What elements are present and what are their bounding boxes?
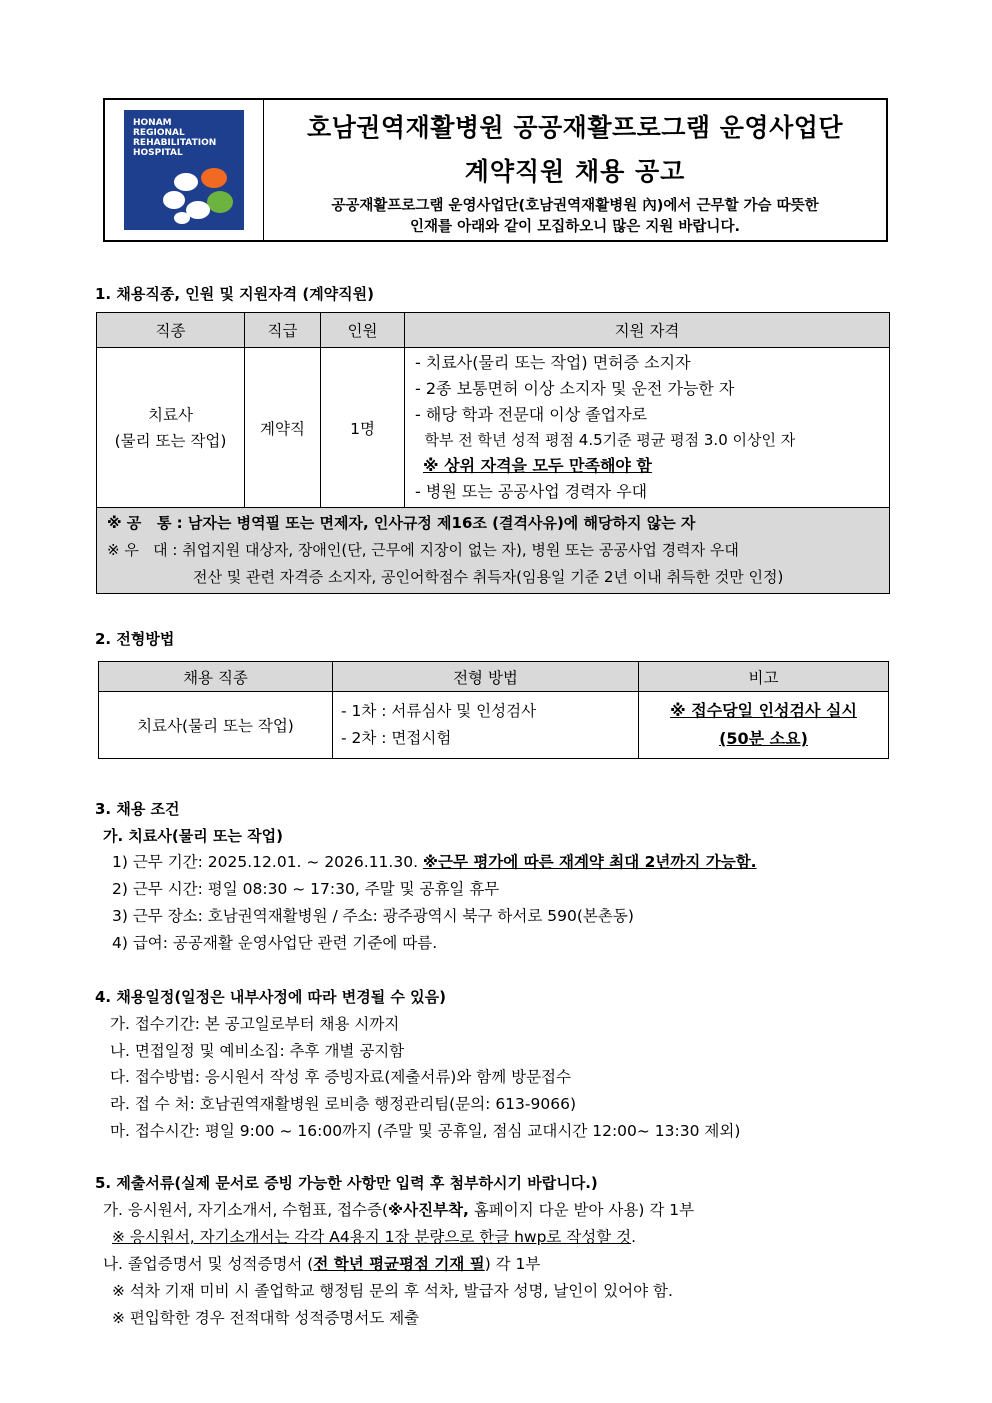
grade-cell: 계약직 — [245, 348, 321, 508]
qual-line: - 병원 또는 공공사업 경력자 우대 — [415, 482, 648, 502]
qual-line: - 2종 보통면허 이상 소지자 및 운전 가능한 자 — [415, 378, 735, 398]
logo-text: HONAM REGIONAL REHABILITATION HOSPITAL — [133, 118, 217, 158]
doc-a-text-end: 홈페이지 다운 받아 사용) 각 1부 — [468, 1201, 695, 1219]
col-method: 전형 방법 — [333, 662, 639, 692]
document-note-b2: ※ 편입학한 경우 전적대학 성적증명서도 제출 — [112, 1309, 420, 1327]
schedule-item: 가. 접수기간: 본 공고일로부터 채용 시까지 — [110, 1015, 400, 1033]
doc-b-text-end: ) 각 1부 — [484, 1255, 541, 1273]
step-2: - 2차 : 면접시험 — [341, 729, 452, 747]
header-box — [103, 98, 888, 242]
count-cell: 1명 — [321, 348, 405, 508]
job-detail: (물리 또는 작업) — [114, 431, 227, 450]
condition-location: 3) 근무 장소: 호남권역재활병원 / 주소: 광주광역시 북구 하서로 590(본촌동) — [112, 907, 634, 925]
schedule-item: 나. 면접일정 및 예비소집: 추후 개별 공지함 — [110, 1042, 405, 1060]
doc-a-text: 가. 응시원서, 자기소개서, 수험표, 접수증( — [103, 1201, 389, 1219]
common-condition: ※ 공 통 : 남자는 병역필 또는 면제자, 인사규정 제16조 (결격사유)에 해당하지 않는 자 — [107, 514, 696, 532]
hospital-logo — [124, 110, 244, 230]
logo-cell — [105, 100, 264, 240]
job-cell — [97, 348, 245, 508]
qual-line: - 해당 학과 전문대 이상 졸업자로 — [415, 404, 648, 424]
step-1: - 1차 : 서류심사 및 인성검사 — [341, 702, 537, 720]
intro-text — [264, 196, 886, 238]
qual-cell — [405, 348, 890, 508]
common-pref-cell — [97, 508, 890, 594]
doc-a-note-end: . — [631, 1228, 637, 1246]
section2-heading: 2. 전형방법 — [95, 630, 175, 648]
doc-b-gpa: 전 학년 평균평점 기재 필 — [313, 1255, 485, 1273]
qualification-table — [96, 312, 890, 594]
renewal-note: ※근무 평가에 따른 재계약 최대 2년까지 가능함. — [422, 853, 757, 871]
method-cell — [333, 692, 639, 759]
page-title: 호남권역재활병원 공공재활프로그램 운영사업단 — [306, 113, 844, 142]
note-line-1: ※ 접수당일 인성검사 실시 — [670, 701, 857, 720]
col-grade: 직급 — [245, 313, 321, 348]
logo-mark-icon — [154, 168, 236, 226]
col-qual: 지원 자격 — [405, 313, 890, 348]
job-name: 치료사 — [148, 405, 193, 424]
section3-subheading: 가. 치료사(물리 또는 작업) — [103, 827, 283, 845]
col-job: 직종 — [97, 313, 245, 348]
schedule-item: 다. 접수방법: 응시원서 작성 후 증빙자료(제출서류)와 함께 방문접수 — [110, 1068, 572, 1086]
title-cell — [264, 100, 886, 240]
section3-heading: 3. 채용 조건 — [95, 800, 180, 818]
note-cell — [639, 692, 889, 759]
col-job: 채용 직종 — [99, 662, 333, 692]
preference-line-1: ※ 우 대 : 취업지원 대상자, 장애인(단, 근무에 지장이 없는 자), 병원 또는 공공사업 경력자 우대 — [107, 541, 739, 559]
document-item-a — [103, 1198, 694, 1220]
preference-line-2: 전산 및 관련 자격증 소지자, 공인어학점수 취득자(임용일 기준 2년 이내 취득한 것만 인정) — [193, 568, 784, 586]
doc-a-photo: ※사진부착, — [388, 1201, 469, 1219]
qual-line: - 치료사(물리 또는 작업) 면허증 소지자 — [415, 353, 691, 373]
selection-table — [98, 661, 889, 759]
section5-heading: 5. 제출서류(실제 문서로 증빙 가능한 사항만 입력 후 첨부하시기 바랍니다.) — [95, 1174, 598, 1192]
schedule-item: 라. 접 수 처: 호남권역재활병원 로비층 행정관리팀(문의: 613-9066) — [110, 1095, 576, 1113]
doc-a-note: ※ 응시원서, 자기소개서는 각각 A4용지 1장 분량으로 한글 hwp로 작성할 것 — [112, 1228, 632, 1246]
condition-salary: 4) 급여: 공공재활 운영사업단 관련 기준에 따름. — [112, 934, 438, 952]
condition-hours: 2) 근무 시간: 평일 08:30 ~ 17:30, 주말 및 공휴일 휴무 — [112, 880, 500, 898]
qual-line: 학부 전 학년 성적 평점 4.5기준 평균 평점 3.0 이상인 자 — [415, 430, 796, 449]
job-cell: 치료사(물리 또는 작업) — [99, 692, 333, 759]
document-note-a — [112, 1225, 636, 1247]
qual-note: ※ 상위 자격을 모두 만족해야 함 — [423, 456, 652, 476]
doc-b-text: 나. 졸업증명서 및 성적증명서 ( — [103, 1255, 314, 1273]
schedule-item: 마. 접수시간: 평일 9:00 ~ 16:00까지 (주말 및 공휴일, 점심 교대시간 12:00~ 13:30 제외) — [110, 1122, 741, 1140]
document-note-b1: ※ 석차 기재 미비 시 졸업학교 행정팀 문의 후 석차, 발급자 성명, 날인이 있어야 함. — [112, 1282, 673, 1300]
intro-line-2: 인재를 아래와 같이 모집하오니 많은 지원 바랍니다. — [410, 219, 740, 235]
col-count: 인원 — [321, 313, 405, 348]
section1-heading: 1. 채용직종, 인원 및 지원자격 (계약직원) — [95, 285, 375, 303]
col-note: 비고 — [639, 662, 889, 692]
intro-line-1: 공공재활프로그램 운영사업단(호남권역재활병원 內)에서 근무할 가슴 따뜻한 — [331, 198, 819, 214]
note-line-2: (50분 소요) — [719, 729, 808, 748]
page-subtitle: 계약직원 채용 공고 — [464, 157, 686, 186]
section4-heading: 4. 채용일정(일정은 내부사정에 따라 변경될 수 있음) — [95, 988, 446, 1006]
period-text: 1) 근무 기간: 2025.12.01. ~ 2026.11.30. — [112, 853, 423, 871]
condition-period — [112, 850, 757, 872]
document-item-b — [103, 1252, 540, 1274]
